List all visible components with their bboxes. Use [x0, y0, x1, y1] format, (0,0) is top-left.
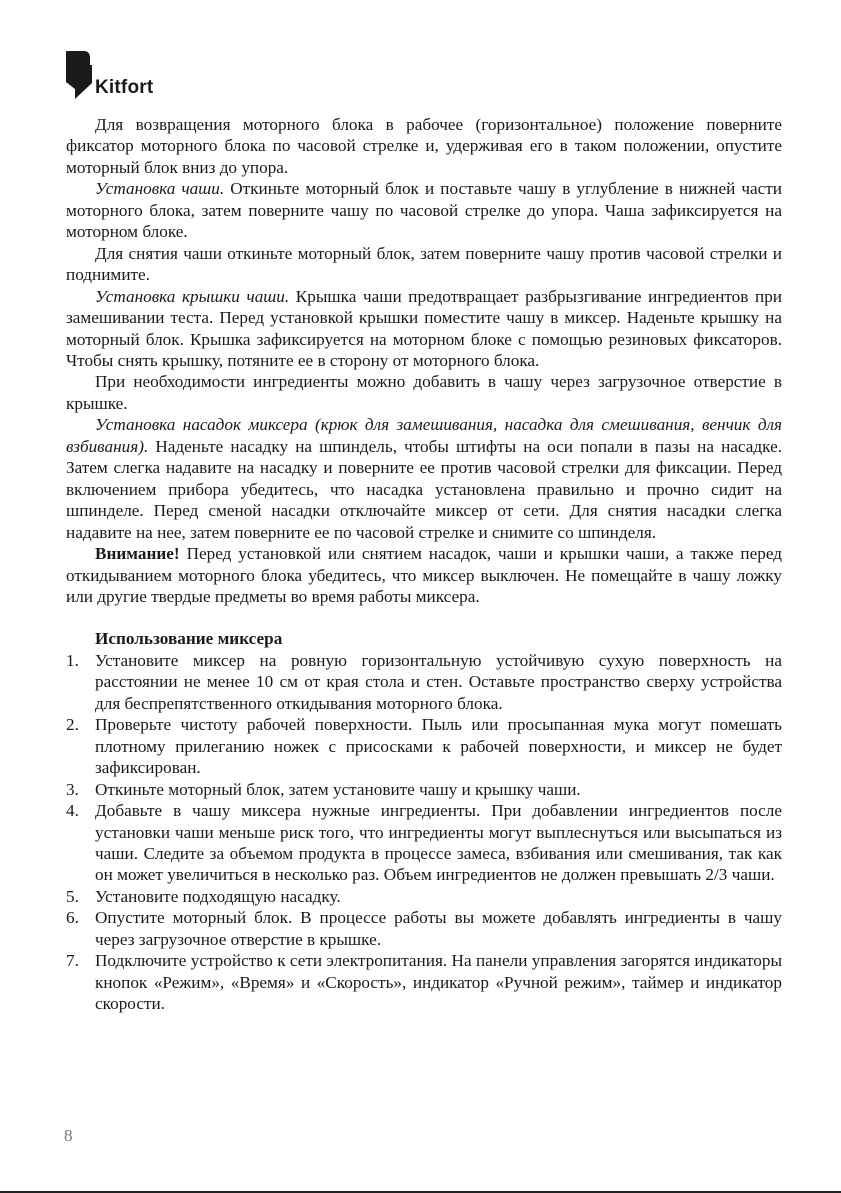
list-item: 1. Установите миксер на ровную горизонтальную устойчивую сухую поверхность на расстоянии не менее 10 см от края стола и стен. Оставьте пространство сверху устройства для беспрепятственного откидывания моторного блока.: [66, 650, 782, 713]
manual-text: [66, 114, 782, 1015]
section-heading-usage: Использование миксера: [95, 629, 283, 649]
subheading-attachments: Установка насадок миксера (крюк для замешивания, насадка для смешивания, венчик для взбивания).: [66, 415, 782, 456]
kitfort-logo: [66, 51, 186, 101]
paragraph-attachments: Установка насадок миксера (крюк для замешивания, насадка для смешивания, венчик для взбивания). Наденьте насадку на шпиндель, чтобы штифты на оси попали в пазы на насадке. Затем слегка надавите на насадку и поверните ее против часовой стрелки для фиксации. Перед включением прибора убедитесь, что насадка установлена правильно и прочно сидит на шпинделе. Перед сменой насадки отключайте миксер от сети. Для снятия насадки слегка надавите на нее, затем поверните ее по часовой стрелке и снимите со шпинделя.: [66, 415, 782, 542]
paragraph-bowl-install: Установка чаши. Откиньте моторный блок и поставьте чашу в углубление в нижней части моторного блока, затем поверните чашу по часовой стрелке до упора. Чаша зафиксируется на моторном блоке.: [66, 179, 782, 242]
logo-mark-icon: [66, 51, 94, 99]
list-item: 3. Откиньте моторный блок, затем установите чашу и крышку чаши.: [66, 779, 581, 799]
brand-name: Kitfort: [95, 77, 154, 98]
paragraph-warning: Внимание! Перед установкой или снятием насадок, чаши и крышки чаши, а также перед откидыванием моторного блока убедитесь, что миксер выключен. Не помещайте в чашу ложку или другие твердые предметы во время работы миксера.: [66, 544, 782, 606]
list-item: 4. Добавьте в чашу миксера нужные ингредиенты. При добавлении ингредиентов после установки чаши меньше риск того, что ингредиенты могут выплеснуться или высыпаться из чаши. Следите за объемом продукта в процессе замеса, взбивания или смешивания, так как он может увеличиться в несколько раз. Объем ингредиентов не должен превышать 2/3 чаши.: [66, 801, 782, 885]
paragraph-add-ingredients: При необходимости ингредиенты можно добавить в чашу через загрузочное отверстие в крышке.: [66, 372, 782, 413]
usage-steps-list: [66, 650, 782, 1015]
list-item: 5. Установите подходящую насадку.: [66, 886, 341, 906]
subheading-bowl-install: Установка чаши.: [95, 179, 225, 199]
paragraph-motor-return: Для возвращения моторного блока в рабочее (горизонтальное) положение поверните фиксатор моторного блока по часовой стрелке и, удерживая его в таком положении, опустите моторный блок вниз до упора.: [66, 115, 782, 177]
list-item: 7. Подключите устройство к сети электропитания. На панели управления загорятся индикаторы кнопок «Режим», «Время» и «Скорость», индикатор «Ручной режим», таймер и индикатор скорости.: [66, 951, 782, 1014]
list-item: 2. Проверьте чистоту рабочей поверхности. Пыль или просыпанная мука могут помешать плотному прилеганию ножек с присосками к рабочей поверхности, и миксер не будет зафиксирован.: [66, 715, 782, 778]
paragraph-bowl-remove: Для снятия чаши откиньте моторный блок, затем поверните чашу против часовой стрелки и поднимите.: [66, 243, 782, 285]
paragraph-lid-install: Установка крышки чаши. Крышка чаши предотвращает разбрызгивание ингредиентов при замешивании теста. Перед установкой крышки поместите чашу в миксер. Наденьте крышку на моторный блок. Крышка зафиксируется на моторном блоке с помощью резиновых фиксаторов. Чтобы снять крышку, потяните ее в сторону от моторного блока.: [66, 286, 782, 370]
page-number: 8: [64, 1126, 73, 1145]
subheading-lid-install: Установка крышки чаши.: [95, 286, 290, 306]
list-item: 6. Опустите моторный блок. В процессе работы вы можете добавлять ингредиенты в чашу через загрузочное отверстие в крышке.: [66, 908, 782, 949]
warning-label: Внимание!: [95, 544, 180, 564]
